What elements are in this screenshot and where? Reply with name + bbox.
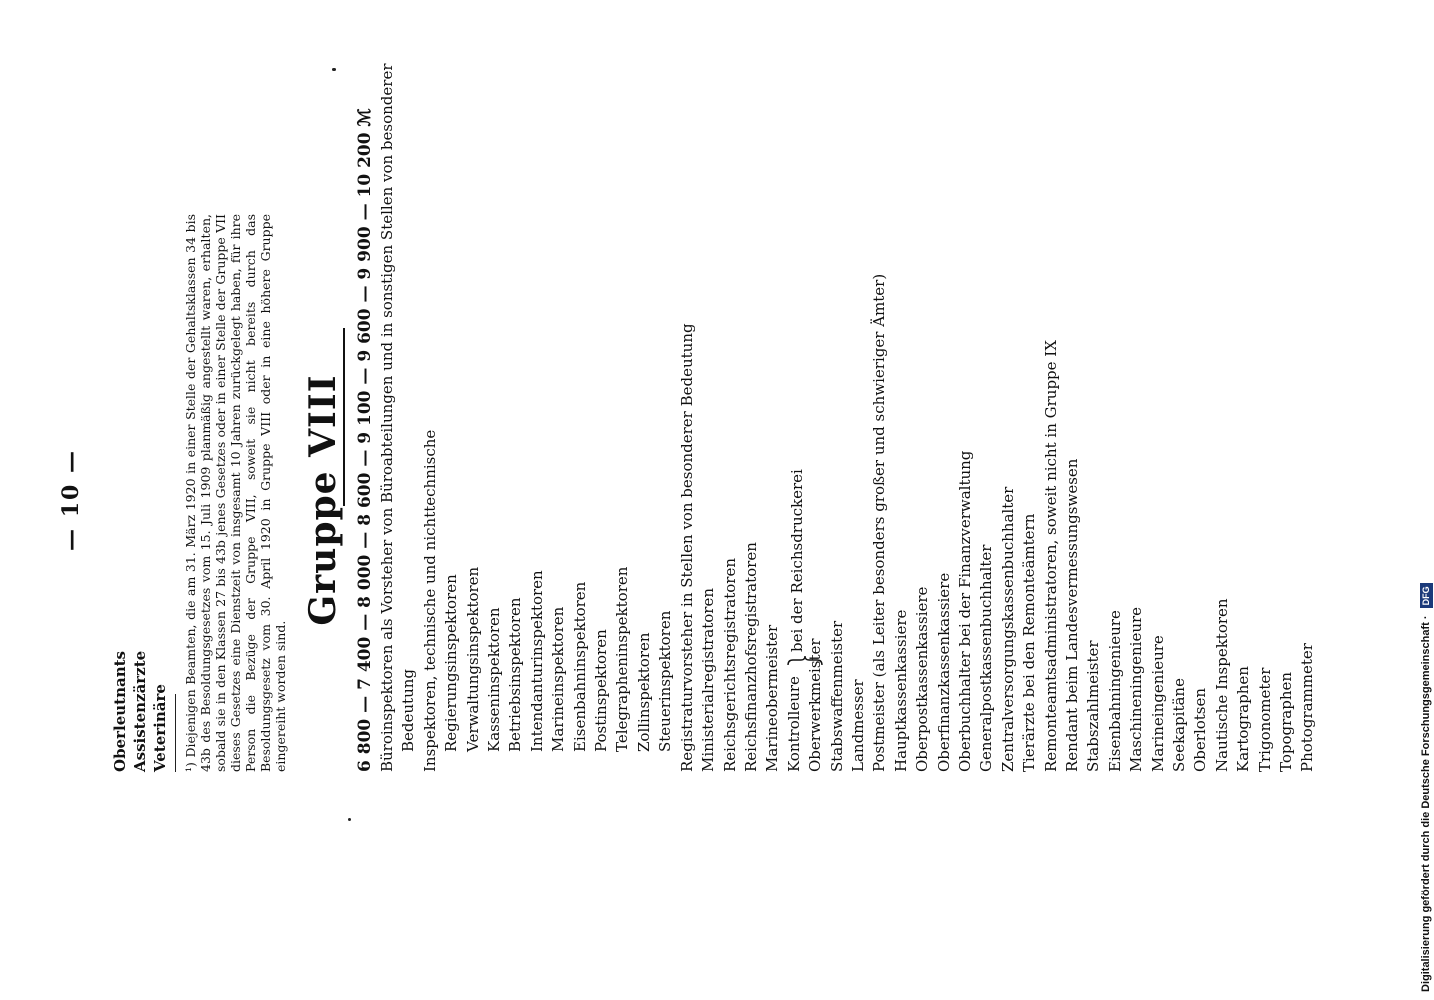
list-item: Büroinspektoren als Vorsteher von Büroabteilungen und in sonstigen Stellen von besonderer — [378, 63, 396, 772]
sidebar-credit-text: Digitalisierung gefördert durch die Deutsche Forschungsgemeinschaft · — [1420, 615, 1432, 992]
list-item: Verwaltungsinspektoren — [463, 566, 482, 752]
list-item: Hauptkassenkassiere — [891, 609, 910, 772]
list-item: Postinspektoren — [592, 629, 611, 752]
list-item: Reichsfinanzhofsregistratoren — [741, 542, 760, 772]
dfg-logo: DFG — [1420, 583, 1433, 608]
list-item: Oberpostkassenkassiere — [913, 586, 932, 772]
list-item: Eisenbahningenieure — [1105, 610, 1124, 772]
list-item: Tierärzte bei den Remonteämtern — [1020, 513, 1039, 772]
print-speck — [348, 818, 351, 821]
list-item: Topographen — [1277, 671, 1296, 772]
list-item: Intendanturinspektoren — [527, 570, 546, 752]
list-item: Regierungsinspektoren — [442, 574, 461, 752]
list-item: Veterinäre — [151, 684, 169, 772]
top-list — [110, 651, 170, 772]
list-item: Kasseninspektoren — [485, 607, 504, 752]
list-item: Betriebsinspektoren — [506, 597, 525, 752]
list-item: Marineobermeister — [763, 624, 782, 772]
list-item: Eisenbahninspektoren — [570, 581, 589, 752]
brace-group — [784, 0, 827, 772]
list-item: Rendant beim Landesvermessungswesen — [1062, 458, 1081, 772]
list-item: Oberfinanzkassenkassiere — [934, 572, 953, 772]
footnote-rule — [175, 694, 176, 772]
list-item: Landmesser — [848, 679, 867, 772]
list-item: Ministerialregistratoren — [699, 588, 718, 772]
brace-note: bei der Reichsdruckerei — [787, 469, 806, 652]
list-item: Maschineningenieure — [1127, 606, 1146, 772]
footnote: ¹) Diejenigen Beamten, die am 31. März 1920 in einer Stelle der Gehaltsklassen 34 bis 43b des Besoldungsgesetzes vom 15. Juli 1909 planmäßig angestellt waren, erhalten, sobald sie in den Klassen 27 bis 43b jenes Gesetzes oder in einer Stelle der Gruppe VII dieses Gesetzes eine Dienstzeit von insgesamt 10 Jahren zurückgelegt haben, für ihre Person die Bezüge der Gruppe VIII, soweit sie nicht bereits durch das Besoldungsgesetz vom 30. April 1920 in Gruppe VIII oder in eine höhere Gruppe eingereiht worden sind. — [183, 214, 288, 772]
list-item: Oberlotsen — [1191, 687, 1210, 772]
salary-line: 6 800 — 7 400 — 8 000 — 8 600 — 9 100 — 9 600 — 9 900 — 10 200 ℳ — [355, 108, 375, 772]
list-item: Oberbuchhalter bei der Finanzverwaltung — [955, 450, 974, 772]
list-item: Assistenzärzte — [131, 650, 149, 772]
list-item: Seekapitäne — [1170, 678, 1189, 772]
right-brace-icon — [787, 656, 823, 666]
list-item: Trigonometer — [1255, 667, 1274, 772]
list-item: Remonteamtsadministratoren, soweit nicht in Gruppe IX — [1041, 340, 1060, 772]
list-item: Reichsgerichtsregistratoren — [720, 557, 739, 772]
list-item: Photogrammeter — [1298, 643, 1317, 772]
list-item: Inspektoren, technische und nichttechnische — [420, 429, 439, 772]
print-speck — [332, 68, 336, 71]
list-item: Zentralversorgungskassenbuchhalter — [998, 486, 1017, 772]
list-item: Oberleutnants — [111, 651, 129, 772]
sidebar-credit — [1418, 0, 1434, 1000]
list-item: Postmeister (als Leiter besonders großer und schwieriger Ämter) — [870, 273, 889, 772]
list-item: Stabszahlmeister — [1084, 640, 1103, 772]
list-item: Stabswaffenmeister — [827, 620, 846, 772]
list-item: Kontrolleure — [784, 676, 803, 772]
list-item: Nautische Inspektoren — [1212, 598, 1231, 772]
list-item: Registraturvorsteher in Stellen von besonderer Bedeutung — [677, 323, 696, 772]
entry-list — [377, 0, 1319, 772]
list-item: Bedeutung — [399, 669, 418, 752]
list-item: Telegrapheninspektoren — [613, 566, 632, 752]
list-item: Oberwerkmeister — [806, 638, 825, 772]
list-item: Zollinspektoren — [634, 632, 653, 752]
section-title: Gruppe VIII — [302, 374, 344, 626]
title-underline — [343, 328, 345, 506]
list-item: Steuerinspektoren — [656, 610, 675, 752]
page-number: — 10 — — [58, 449, 84, 551]
list-item: Marineingenieure — [1148, 635, 1167, 772]
list-item: Marineinspektoren — [549, 606, 568, 752]
list-item: Kartographen — [1234, 666, 1253, 772]
list-item: Generalpostkassenbuchhalter — [977, 544, 996, 772]
digitization-sidebar — [1418, 0, 1434, 1000]
